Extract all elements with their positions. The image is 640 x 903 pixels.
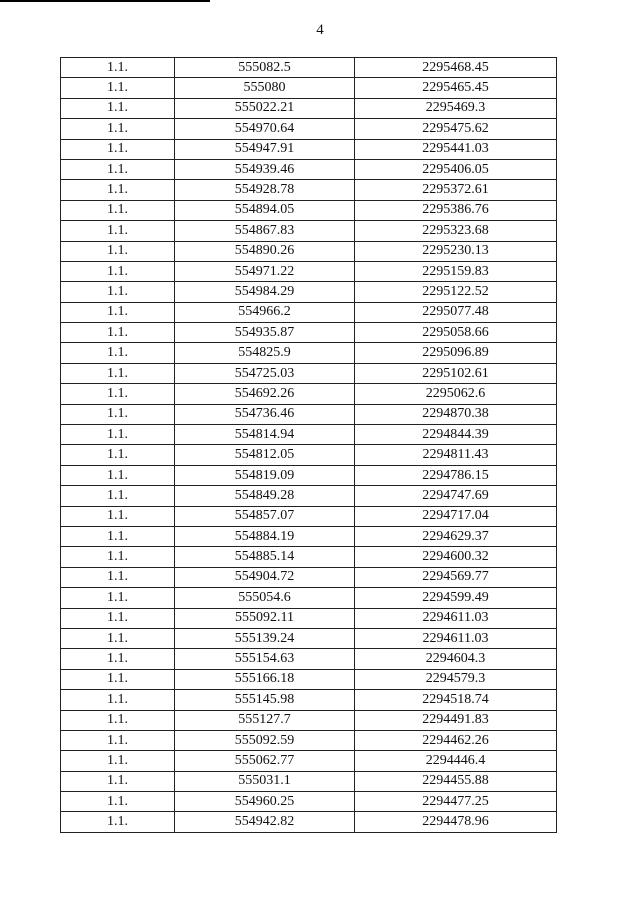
x-coordinate-cell: 554736.46 — [175, 404, 355, 424]
y-coordinate-cell: 2295122.52 — [355, 282, 557, 302]
point-number-cell: 1.1. — [61, 261, 175, 281]
y-coordinate-cell: 2295386.76 — [355, 200, 557, 220]
table-row — [61, 486, 557, 506]
table-row — [61, 404, 557, 424]
point-number-cell: 1.1. — [61, 628, 175, 648]
y-coordinate-cell: 2295441.03 — [355, 139, 557, 159]
point-number-cell: 1.1. — [61, 792, 175, 812]
point-number-cell: 1.1. — [61, 465, 175, 485]
point-number-cell: 1.1. — [61, 282, 175, 302]
point-number-cell: 1.1. — [61, 159, 175, 179]
point-number-cell: 1.1. — [61, 119, 175, 139]
table-row — [61, 792, 557, 812]
y-coordinate-cell: 2294478.96 — [355, 812, 557, 832]
scan-border-line — [0, 0, 210, 2]
point-number-cell: 1.1. — [61, 78, 175, 98]
x-coordinate-cell: 555031.1 — [175, 771, 355, 791]
y-coordinate-cell: 2294844.39 — [355, 425, 557, 445]
x-coordinate-cell: 554692.26 — [175, 384, 355, 404]
point-number-cell: 1.1. — [61, 404, 175, 424]
x-coordinate-cell: 555080 — [175, 78, 355, 98]
x-coordinate-cell: 554725.03 — [175, 363, 355, 383]
y-coordinate-cell: 2294604.3 — [355, 649, 557, 669]
point-number-cell: 1.1. — [61, 445, 175, 465]
x-coordinate-cell: 554857.07 — [175, 506, 355, 526]
table-row — [61, 812, 557, 832]
x-coordinate-cell: 554825.9 — [175, 343, 355, 363]
table-row — [61, 363, 557, 383]
table-row — [61, 751, 557, 771]
table-row — [61, 241, 557, 261]
point-number-cell: 1.1. — [61, 302, 175, 322]
table-row — [61, 221, 557, 241]
x-coordinate-cell: 554966.2 — [175, 302, 355, 322]
x-coordinate-cell: 555145.98 — [175, 690, 355, 710]
point-number-cell: 1.1. — [61, 812, 175, 832]
y-coordinate-cell: 2294629.37 — [355, 526, 557, 546]
x-coordinate-cell: 555139.24 — [175, 628, 355, 648]
point-number-cell: 1.1. — [61, 363, 175, 383]
x-coordinate-cell: 554904.72 — [175, 567, 355, 587]
y-coordinate-cell: 2294786.15 — [355, 465, 557, 485]
x-coordinate-cell: 554884.19 — [175, 526, 355, 546]
y-coordinate-cell: 2294599.49 — [355, 588, 557, 608]
point-number-cell: 1.1. — [61, 751, 175, 771]
x-coordinate-cell: 555022.21 — [175, 98, 355, 118]
coordinates-table-body — [61, 58, 557, 833]
y-coordinate-cell: 2295096.89 — [355, 343, 557, 363]
point-number-cell: 1.1. — [61, 567, 175, 587]
y-coordinate-cell: 2294455.88 — [355, 771, 557, 791]
table-row — [61, 465, 557, 485]
x-coordinate-cell: 555092.59 — [175, 730, 355, 750]
y-coordinate-cell: 2294747.69 — [355, 486, 557, 506]
y-coordinate-cell: 2295062.6 — [355, 384, 557, 404]
coordinates-table — [60, 57, 557, 833]
x-coordinate-cell: 554885.14 — [175, 547, 355, 567]
point-number-cell: 1.1. — [61, 98, 175, 118]
x-coordinate-cell: 554960.25 — [175, 792, 355, 812]
x-coordinate-cell: 554849.28 — [175, 486, 355, 506]
point-number-cell: 1.1. — [61, 323, 175, 343]
y-coordinate-cell: 2295468.45 — [355, 58, 557, 78]
y-coordinate-cell: 2295102.61 — [355, 363, 557, 383]
y-coordinate-cell: 2295372.61 — [355, 180, 557, 200]
y-coordinate-cell: 2294611.03 — [355, 628, 557, 648]
table-row — [61, 547, 557, 567]
table-row — [61, 180, 557, 200]
point-number-cell: 1.1. — [61, 343, 175, 363]
table-row — [61, 690, 557, 710]
y-coordinate-cell: 2294477.25 — [355, 792, 557, 812]
table-row — [61, 649, 557, 669]
x-coordinate-cell: 555062.77 — [175, 751, 355, 771]
table-row — [61, 98, 557, 118]
y-coordinate-cell: 2295465.45 — [355, 78, 557, 98]
x-coordinate-cell: 555054.6 — [175, 588, 355, 608]
x-coordinate-cell: 554970.64 — [175, 119, 355, 139]
point-number-cell: 1.1. — [61, 547, 175, 567]
point-number-cell: 1.1. — [61, 730, 175, 750]
table-row — [61, 506, 557, 526]
x-coordinate-cell: 554947.91 — [175, 139, 355, 159]
point-number-cell: 1.1. — [61, 608, 175, 628]
x-coordinate-cell: 555127.7 — [175, 710, 355, 730]
page-number: 4 — [316, 22, 324, 38]
point-number-cell: 1.1. — [61, 384, 175, 404]
point-number-cell: 1.1. — [61, 200, 175, 220]
table-row — [61, 119, 557, 139]
table-row — [61, 282, 557, 302]
y-coordinate-cell: 2294611.03 — [355, 608, 557, 628]
table-row — [61, 567, 557, 587]
y-coordinate-cell: 2295469.3 — [355, 98, 557, 118]
point-number-cell: 1.1. — [61, 526, 175, 546]
point-number-cell: 1.1. — [61, 669, 175, 689]
point-number-cell: 1.1. — [61, 58, 175, 78]
table-row — [61, 771, 557, 791]
table-row — [61, 343, 557, 363]
y-coordinate-cell: 2294462.26 — [355, 730, 557, 750]
table-row — [61, 710, 557, 730]
table-row — [61, 261, 557, 281]
table-row — [61, 628, 557, 648]
y-coordinate-cell: 2295323.68 — [355, 221, 557, 241]
x-coordinate-cell: 555166.18 — [175, 669, 355, 689]
table-row — [61, 323, 557, 343]
point-number-cell: 1.1. — [61, 425, 175, 445]
table-row — [61, 588, 557, 608]
point-number-cell: 1.1. — [61, 221, 175, 241]
y-coordinate-cell: 2294717.04 — [355, 506, 557, 526]
x-coordinate-cell: 554942.82 — [175, 812, 355, 832]
x-coordinate-cell: 554971.22 — [175, 261, 355, 281]
table-row — [61, 384, 557, 404]
y-coordinate-cell: 2295058.66 — [355, 323, 557, 343]
table-row — [61, 608, 557, 628]
x-coordinate-cell: 555154.63 — [175, 649, 355, 669]
x-coordinate-cell: 554890.26 — [175, 241, 355, 261]
y-coordinate-cell: 2294600.32 — [355, 547, 557, 567]
table-row — [61, 159, 557, 179]
table-row — [61, 58, 557, 78]
x-coordinate-cell: 554812.05 — [175, 445, 355, 465]
y-coordinate-cell: 2295077.48 — [355, 302, 557, 322]
y-coordinate-cell: 2294518.74 — [355, 690, 557, 710]
y-coordinate-cell: 2294491.83 — [355, 710, 557, 730]
point-number-cell: 1.1. — [61, 710, 175, 730]
x-coordinate-cell: 555092.11 — [175, 608, 355, 628]
table-row — [61, 78, 557, 98]
point-number-cell: 1.1. — [61, 486, 175, 506]
x-coordinate-cell: 555082.5 — [175, 58, 355, 78]
y-coordinate-cell: 2295159.83 — [355, 261, 557, 281]
x-coordinate-cell: 554928.78 — [175, 180, 355, 200]
point-number-cell: 1.1. — [61, 771, 175, 791]
x-coordinate-cell: 554867.83 — [175, 221, 355, 241]
table-row — [61, 445, 557, 465]
y-coordinate-cell: 2294811.43 — [355, 445, 557, 465]
point-number-cell: 1.1. — [61, 588, 175, 608]
y-coordinate-cell: 2294579.3 — [355, 669, 557, 689]
x-coordinate-cell: 554814.94 — [175, 425, 355, 445]
x-coordinate-cell: 554935.87 — [175, 323, 355, 343]
table-row — [61, 302, 557, 322]
y-coordinate-cell: 2295406.05 — [355, 159, 557, 179]
y-coordinate-cell: 2294870.38 — [355, 404, 557, 424]
point-number-cell: 1.1. — [61, 649, 175, 669]
point-number-cell: 1.1. — [61, 690, 175, 710]
y-coordinate-cell: 2295230.13 — [355, 241, 557, 261]
x-coordinate-cell: 554984.29 — [175, 282, 355, 302]
table-row — [61, 526, 557, 546]
point-number-cell: 1.1. — [61, 139, 175, 159]
y-coordinate-cell: 2295475.62 — [355, 119, 557, 139]
point-number-cell: 1.1. — [61, 241, 175, 261]
table-row — [61, 730, 557, 750]
table-row — [61, 669, 557, 689]
table-row — [61, 200, 557, 220]
point-number-cell: 1.1. — [61, 506, 175, 526]
table-row — [61, 425, 557, 445]
y-coordinate-cell: 2294569.77 — [355, 567, 557, 587]
x-coordinate-cell: 554939.46 — [175, 159, 355, 179]
point-number-cell: 1.1. — [61, 180, 175, 200]
x-coordinate-cell: 554894.05 — [175, 200, 355, 220]
x-coordinate-cell: 554819.09 — [175, 465, 355, 485]
y-coordinate-cell: 2294446.4 — [355, 751, 557, 771]
table-row — [61, 139, 557, 159]
